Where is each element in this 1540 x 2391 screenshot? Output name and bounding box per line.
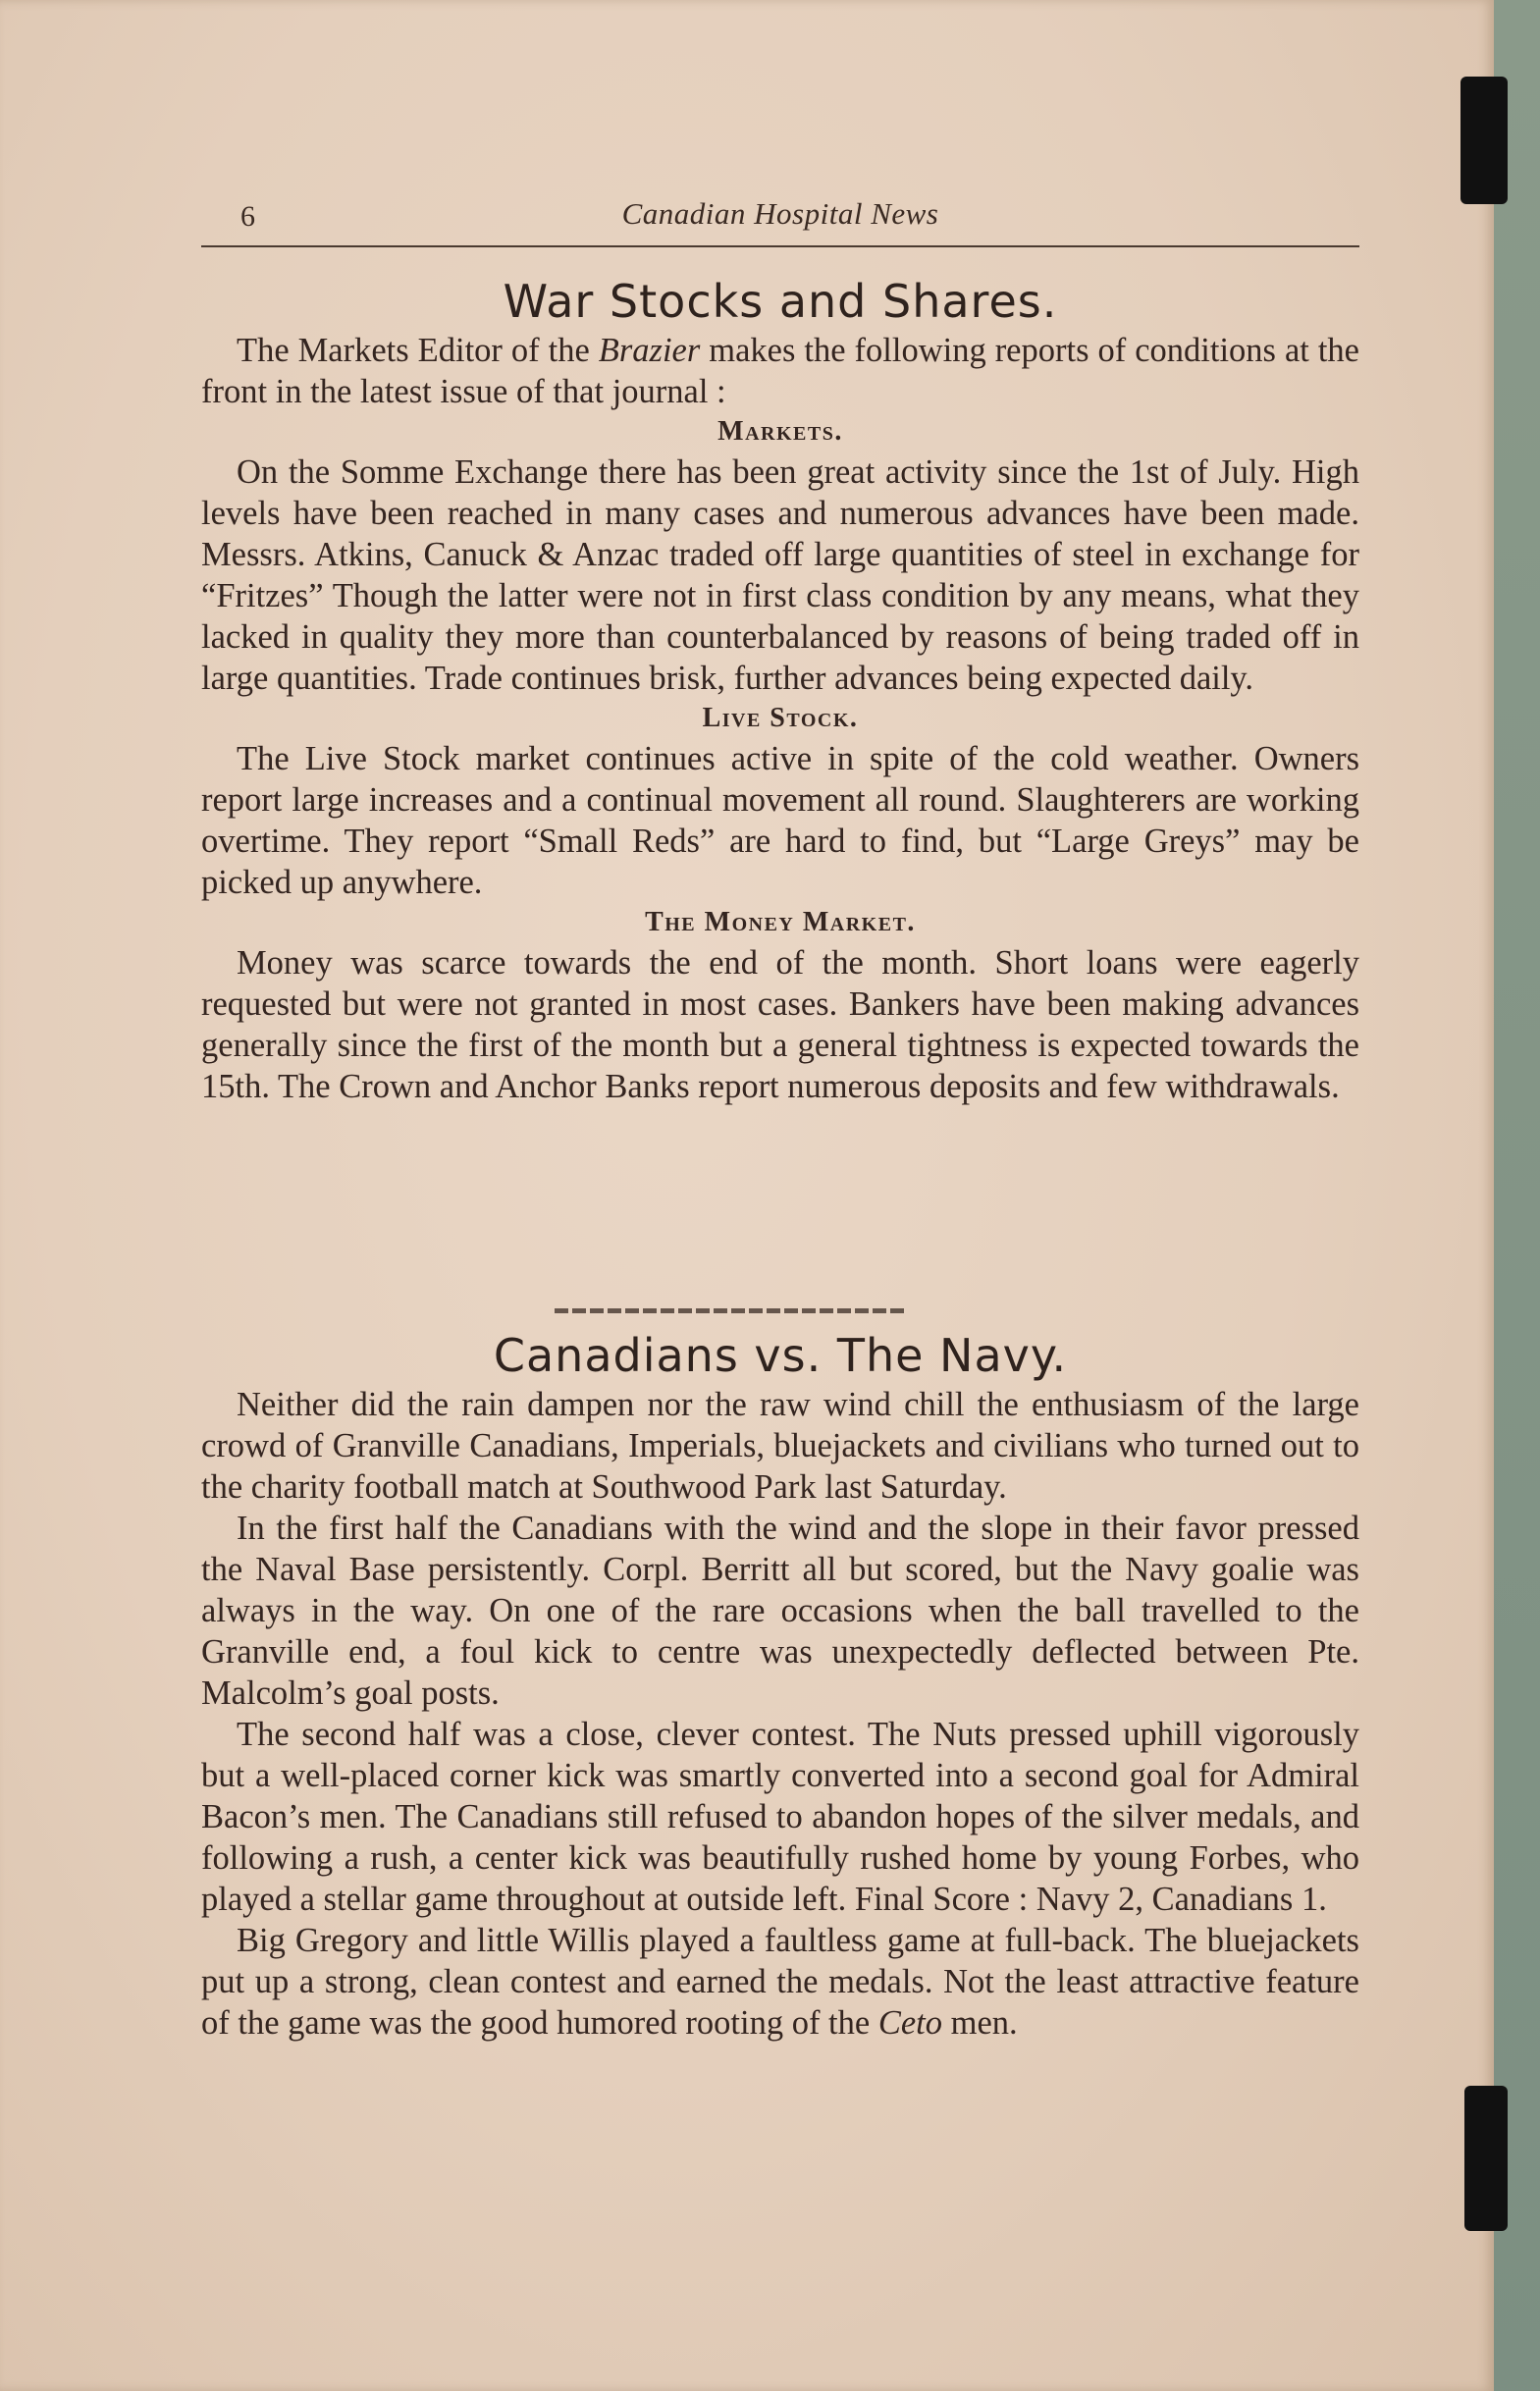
article-paragraph-last [201, 1920, 1359, 2044]
last-text-after: men. [942, 2004, 1018, 2042]
article-paragraph: Neither did the rain dampen nor the raw wind chill the enthusiasm of the large crowd of Granville Canadians, Imperials, bluejackets and civilians who turned out to the charity football match at Southwood Park last Saturday. [201, 1386, 1359, 1506]
intro-text-after: makes the following reports of conditions at the front in the latest issue of that journal : [201, 332, 1359, 410]
article-headline: War Stocks and Shares. [503, 275, 1058, 328]
article-divider [555, 1308, 908, 1313]
article-headline: Canadians vs. The Navy. [493, 1329, 1068, 1382]
running-header [201, 196, 1359, 247]
intro-text-before: The Markets Editor of the [237, 332, 599, 369]
journal-title: Canadian Hospital News [621, 196, 939, 231]
section-text-live-stock: The Live Stock market continues active in spite of the cold weather. Owners report large increases and a continual movement all round. Slaughterers are working overtime. They report “Small Reds” are hard to find, but “Large Greys” may be picked up anywhere. [201, 740, 1359, 901]
binder-clip-top [1460, 77, 1508, 204]
article-paragraph: The second half was a close, clever contest. The Nuts pressed uphill vigorously but a well-placed corner kick was smartly converted into a second goal for Admiral Bacon’s men. The Canadians still refused to abandon hopes of the silver medals, and following a rush, a center kick was beautifully rushed home by young Forbes, who played a stellar game throughout at outside left. Final Score : Navy 2, Canadians 1. [201, 1716, 1359, 1918]
page-number: 6 [240, 200, 255, 233]
section-text-money-market: Money was scarce towards the end of the month. Short loans were eagerly requested but were not granted in most cases. Bankers have been making advances generally since the first of the month but a general tightness is expected towards the 15th. The Crown and Anchor Banks report numerous deposits and few withdrawals. [201, 944, 1359, 1105]
section-subhead-live-stock: Live Stock. [702, 703, 859, 733]
ship-name: Ceto [877, 2004, 943, 2042]
publication-name: Brazier [598, 332, 701, 369]
article-intro [201, 330, 1359, 412]
section-subhead-money-market: The Money Market. [645, 907, 916, 937]
article-war-stocks [201, 273, 1359, 1107]
section-text-markets: On the Somme Exchange there has been great activity since the 1st of July. High levels have been reached in many cases and numerous advances have been made. Messrs. Atkins, Canuck & Anzac traded off large quantities of steel in exchange for “Fritzes” Though the latter were not in first class condition by any means, what they lacked in quality they more than counterbalanced by reasons of being traded off in large quantities. Trade continues brisk, further advances being expected daily. [201, 453, 1359, 697]
article-canadians-vs-navy [201, 1327, 1359, 2044]
section-subhead-markets: Markets. [717, 416, 843, 447]
article-paragraph: In the first half the Canadians with the wind and the slope in their favor pressed the Naval Base persistently. Corpl. Berritt all but scored, but the Navy goalie was always in the way. On one of the rare occasions when the ball travelled to the Granville end, a foul kick to centre was unexpectedly deflected between Pte. Malcolm’s goal posts. [201, 1510, 1359, 1712]
header-rule [201, 245, 1359, 247]
binder-clip-bottom [1464, 2086, 1508, 2231]
last-text-before: Big Gregory and little Willis played a faultless game at full-back. The bluejackets put up a strong, clean contest and earned the medals. Not the least attractive feature of the game was the good humored rooting of the [201, 1922, 1359, 2042]
